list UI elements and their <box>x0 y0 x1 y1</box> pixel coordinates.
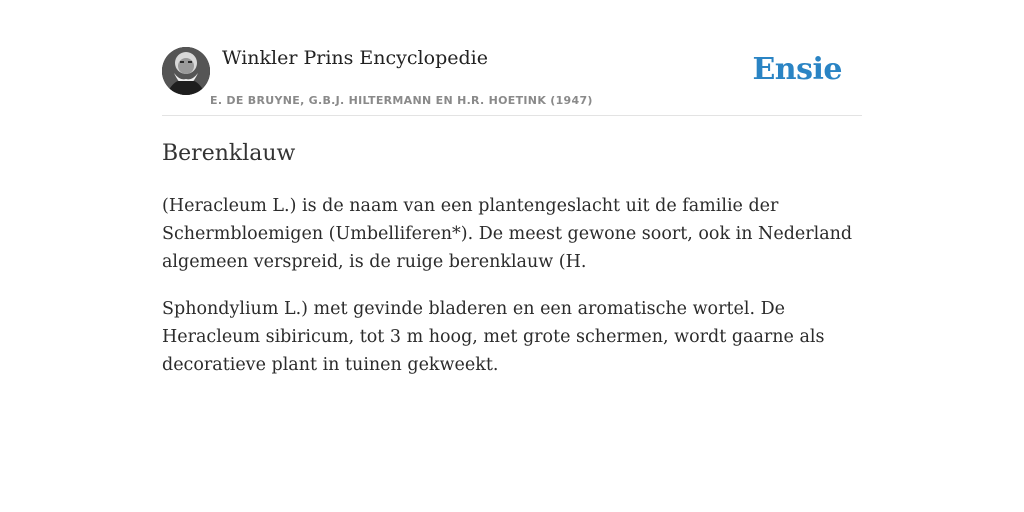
article-paragraph: (Heracleum L.) is de naam van een plantengeslacht uit de familie der Schermbloemigen (Umbelliferen*). De meest gewone soort, ook in Nederland algemeen verspreid, is de ruige berenklauw (H. <box>162 196 853 272</box>
ensie-logo-link[interactable]: Ensie <box>752 52 842 87</box>
article-body <box>162 192 862 398</box>
article-paragraph: Sphondylium L.) met gevinde bladeren en een aromatische wortel. De Heracleum sibiricum, tot 3 m hoog, met grote schermen, wordt gaarne als decoratieve plant in tuinen gekweekt. <box>162 299 825 375</box>
article-title: Berenklauw <box>162 141 296 166</box>
header <box>162 44 862 116</box>
site-title[interactable]: Winkler Prins Encyclopedie <box>222 47 488 69</box>
authors-byline: E. DE BRUYNE, G.B.J. HILTERMANN EN H.R. HOETINK (1947) <box>210 94 593 107</box>
author-portrait-image <box>162 47 210 95</box>
